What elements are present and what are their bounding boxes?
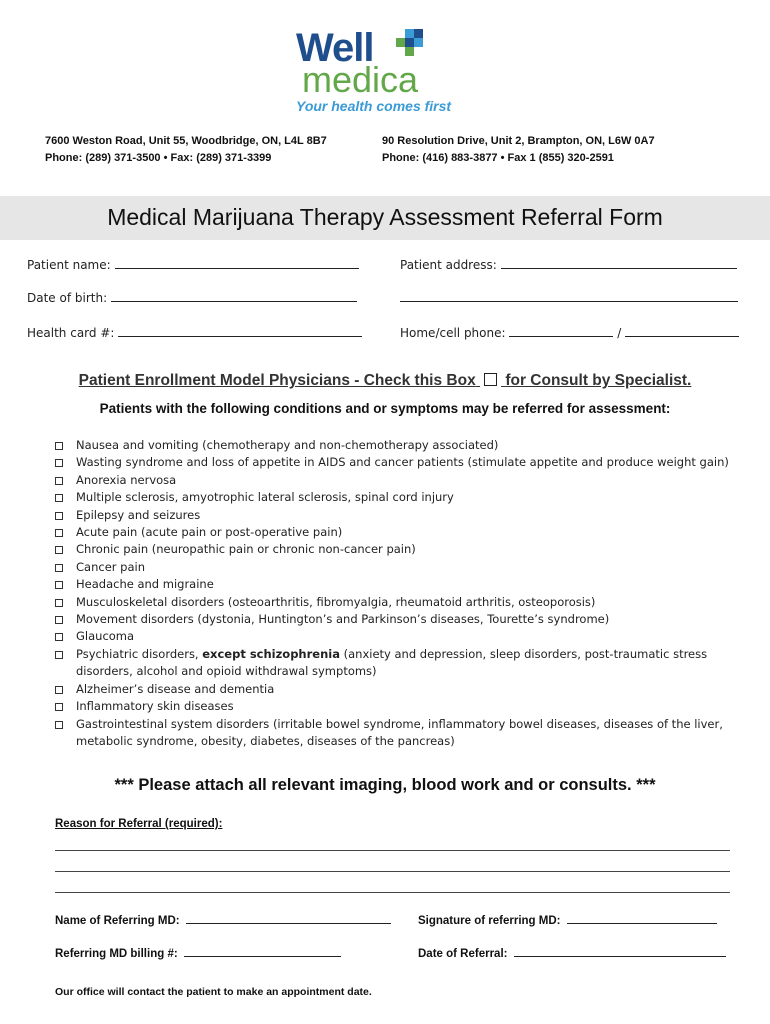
condition-checkbox[interactable] xyxy=(55,686,63,694)
condition-checkbox[interactable] xyxy=(55,512,63,520)
enrollment-text-after: for Consult by Specialist. xyxy=(505,372,692,389)
address-street: 90 Resolution Drive, Unit 2, Brampton, ON, L6W 0A7 xyxy=(382,135,655,147)
condition-item: Acute pain (acute pain or post-operative pain) xyxy=(52,524,752,541)
condition-checkbox[interactable] xyxy=(55,703,63,711)
condition-checkbox[interactable] xyxy=(55,529,63,537)
field-label: Name of Referring MD: xyxy=(55,915,180,927)
conditions-intro: Patients with the following conditions and or symptoms may be referred for assessment: xyxy=(99,401,671,416)
condition-item: Inflammatory skin diseases xyxy=(52,698,752,715)
dob-line[interactable] xyxy=(111,289,357,302)
patient-name-field[interactable] xyxy=(27,256,359,272)
address-brampton xyxy=(382,133,655,167)
medical-cross-icon xyxy=(396,27,430,61)
referring-md-billing-line[interactable] xyxy=(184,945,341,957)
condition-item: Alzheimer’s disease and dementia xyxy=(52,681,752,698)
address-contact: Phone: (416) 883-3877 • Fax 1 (855) 320-2591 xyxy=(382,152,614,164)
logo-text-well: Well xyxy=(296,26,374,70)
enrollment-text: Patient Enrollment Model Physicians - Check this Box xyxy=(78,372,476,389)
field-label: Referring MD billing #: xyxy=(55,948,178,960)
condition-checkbox[interactable] xyxy=(55,494,63,502)
condition-item: Cancer pain xyxy=(52,559,752,576)
condition-checkbox[interactable] xyxy=(55,564,63,572)
condition-checkbox[interactable] xyxy=(55,633,63,641)
address-street: 7600 Weston Road, Unit 55, Woodbridge, ON, L4L 8B7 xyxy=(45,135,327,147)
referring-md-billing-field[interactable] xyxy=(55,945,341,960)
enrollment-model-line xyxy=(0,372,770,390)
office-contact-note: Our office will contact the patient to make an appointment date. xyxy=(55,986,372,998)
reason-for-referral-label: Reason for Referral (required): xyxy=(55,818,223,830)
reason-line-2[interactable] xyxy=(55,871,730,872)
condition-checkbox[interactable] xyxy=(55,599,63,607)
health-card-line[interactable] xyxy=(118,324,362,337)
condition-checkbox[interactable] xyxy=(55,721,63,729)
phone-field[interactable] xyxy=(400,324,739,340)
condition-checkbox[interactable] xyxy=(55,616,63,624)
attach-documents-note: *** Please attach all relevant imaging, blood work and or consults. *** xyxy=(114,776,656,794)
condition-checkbox[interactable] xyxy=(55,442,63,450)
condition-item-psychiatric: Psychiatric disorders, except schizophrenia (anxiety and depression, sleep disorders, post-traumatic stress disorders, alcohol and opioid withdrawal symptoms) xyxy=(52,646,752,681)
health-card-field[interactable] xyxy=(27,324,362,340)
referring-md-signature-line[interactable] xyxy=(567,912,717,924)
specialist-consult-checkbox[interactable] xyxy=(484,373,497,386)
patient-address-line-2[interactable] xyxy=(400,289,738,302)
patient-name-line[interactable] xyxy=(115,256,359,269)
home-phone-line[interactable] xyxy=(509,324,613,337)
form-title: Medical Marijuana Therapy Assessment Referral Form xyxy=(107,204,663,230)
reason-line-1[interactable] xyxy=(55,850,730,851)
field-label: Signature of referring MD: xyxy=(418,915,561,927)
phone-separator: / xyxy=(617,326,622,340)
field-label: Health card #: xyxy=(27,326,115,340)
condition-item: Musculoskeletal disorders (osteoarthritis, fibromyalgia, rheumatoid arthritis, osteoporosis) xyxy=(52,594,752,611)
condition-item: Headache and migraine xyxy=(52,576,752,593)
referring-md-name-line[interactable] xyxy=(186,912,391,924)
dob-field[interactable] xyxy=(27,289,357,305)
patient-address-field[interactable] xyxy=(400,256,737,272)
referring-md-name-field[interactable] xyxy=(55,912,391,927)
referring-md-signature-field[interactable] xyxy=(418,912,717,927)
wellmedica-logo xyxy=(280,22,480,122)
cell-phone-line[interactable] xyxy=(625,324,739,337)
condition-checkbox[interactable] xyxy=(55,477,63,485)
field-label: Patient name: xyxy=(27,258,111,272)
condition-item: Movement disorders (dystonia, Huntington’s and Parkinson’s diseases, Tourette’s syndrome) xyxy=(52,611,752,628)
address-woodbridge xyxy=(45,133,327,167)
condition-item: Wasting syndrome and loss of appetite in AIDS and cancer patients (stimulate appetite and produce weight gain) xyxy=(52,454,752,471)
condition-item: Glaucoma xyxy=(52,628,752,645)
address-contact: Phone: (289) 371-3500 • Fax: (289) 371-3399 xyxy=(45,152,272,164)
conditions-list xyxy=(52,437,752,750)
patient-address-line[interactable] xyxy=(501,256,737,269)
patient-address-line-2-field[interactable] xyxy=(400,289,738,305)
date-of-referral-line[interactable] xyxy=(514,945,726,957)
condition-item: Chronic pain (neuropathic pain or chronic non-cancer pain) xyxy=(52,541,752,558)
field-label: Date of Referral: xyxy=(418,948,508,960)
condition-item: Gastrointestinal system disorders (irritable bowel syndrome, inflammatory bowel diseases, diseases of the liver, metabolic syndrome, obesity, diabetes, diseases of the pancreas) xyxy=(52,716,752,751)
field-label: Home/cell phone: xyxy=(400,326,506,340)
condition-item: Anorexia nervosa xyxy=(52,472,752,489)
logo-text-medica: medica xyxy=(302,59,419,100)
condition-item: Multiple sclerosis, amyotrophic lateral sclerosis, spinal cord injury xyxy=(52,489,752,506)
date-of-referral-field[interactable] xyxy=(418,945,726,960)
logo-tagline: Your health comes first xyxy=(296,98,452,114)
condition-item: Epilepsy and seizures xyxy=(52,507,752,524)
condition-item: Nausea and vomiting (chemotherapy and non-chemotherapy associated) xyxy=(52,437,752,454)
field-label: Date of birth: xyxy=(27,291,108,305)
condition-checkbox[interactable] xyxy=(55,651,63,659)
condition-checkbox[interactable] xyxy=(55,459,63,467)
condition-checkbox[interactable] xyxy=(55,546,63,554)
reason-line-3[interactable] xyxy=(55,892,730,893)
condition-checkbox[interactable] xyxy=(55,581,63,589)
field-label: Patient address: xyxy=(400,258,497,272)
